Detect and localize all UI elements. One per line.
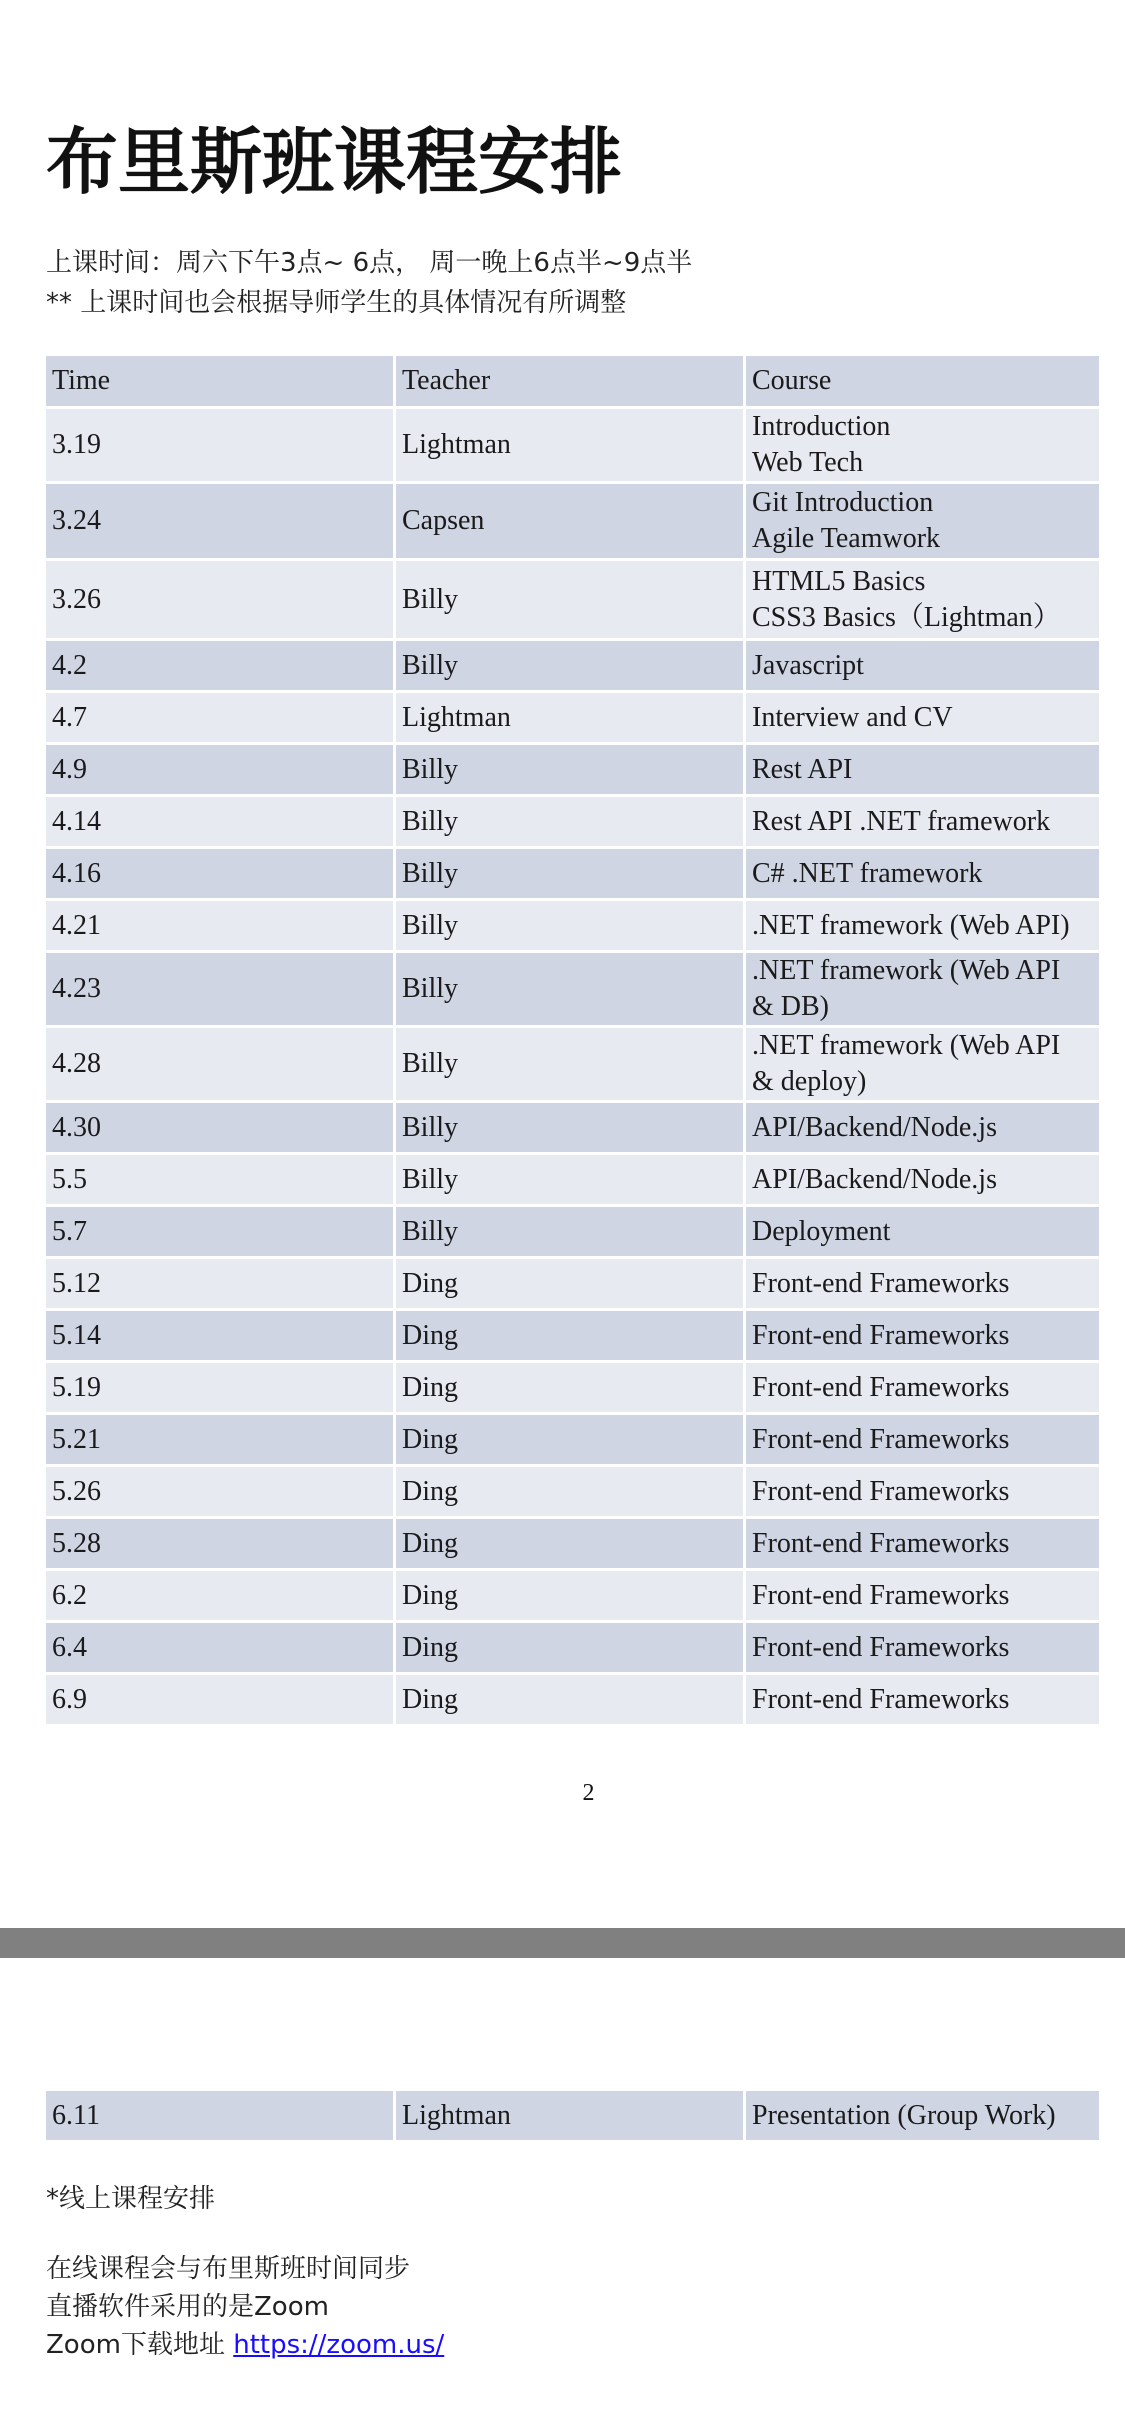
cell-teacher: Ding xyxy=(396,1415,746,1467)
cell-course xyxy=(746,484,1099,561)
table-row xyxy=(46,561,1099,641)
cell-teacher: Ding xyxy=(396,1467,746,1519)
cell-course xyxy=(746,1155,1099,1207)
page-number: 2 xyxy=(582,1780,595,1806)
course-line: Deployment xyxy=(752,1215,891,1247)
course-line: Agile Teamwork xyxy=(752,523,941,554)
cell-course xyxy=(746,1207,1099,1259)
cell-time: 6.11 xyxy=(46,2091,396,2143)
course-line: .NET framework (Web API xyxy=(752,955,1061,986)
cell-time: 5.12 xyxy=(46,1259,396,1311)
cell-teacher: Lightman xyxy=(396,2091,746,2143)
cell-course xyxy=(746,641,1099,693)
cell-teacher: Billy xyxy=(396,797,746,849)
course-line: Rest API xyxy=(752,753,853,785)
table-row xyxy=(46,1155,1099,1207)
cell-time: 4.30 xyxy=(46,1103,396,1155)
cell-teacher: Billy xyxy=(396,849,746,901)
cell-course xyxy=(746,1623,1099,1675)
schedule-info xyxy=(46,243,692,323)
streaming-software-text: 直播软件采用的是Zoom xyxy=(46,2292,329,2322)
course-schedule-table xyxy=(46,356,1099,1727)
table-row xyxy=(46,1363,1099,1415)
cell-time: 4.2 xyxy=(46,641,396,693)
cell-time: 4.28 xyxy=(46,1028,396,1103)
cell-teacher: Ding xyxy=(396,1259,746,1311)
header-course: Course xyxy=(746,356,1099,409)
table-row xyxy=(46,1415,1099,1467)
cell-time: 4.23 xyxy=(46,953,396,1028)
course-line: Front-end Frameworks xyxy=(752,1475,1010,1507)
cell-time: 3.24 xyxy=(46,484,396,561)
cell-teacher: Billy xyxy=(396,1103,746,1155)
course-line: Rest API .NET framework xyxy=(752,805,1051,837)
zoom-download-line xyxy=(46,2326,444,2364)
table-row xyxy=(46,409,1099,484)
course-line: API/Backend/Node.js xyxy=(752,1111,997,1143)
cell-course xyxy=(746,849,1099,901)
cell-teacher: Billy xyxy=(396,561,746,641)
cell-teacher: Ding xyxy=(396,1571,746,1623)
online-course-note: *线上课程安排 xyxy=(46,2184,216,2214)
cell-teacher: Billy xyxy=(396,1155,746,1207)
cell-teacher: Billy xyxy=(396,1028,746,1103)
cell-time: 4.14 xyxy=(46,797,396,849)
page-title: 布里斯班课程安排 xyxy=(46,120,623,204)
course-line: Interview and CV xyxy=(752,701,953,733)
cell-course xyxy=(746,1415,1099,1467)
cell-teacher: Capsen xyxy=(396,484,746,561)
cell-time: 6.4 xyxy=(46,1623,396,1675)
course-line: API/Backend/Node.js xyxy=(752,1163,997,1195)
course-line: Front-end Frameworks xyxy=(752,1267,1010,1299)
cell-time: 6.9 xyxy=(46,1675,396,1727)
cell-teacher: Billy xyxy=(396,953,746,1028)
cell-teacher: Ding xyxy=(396,1519,746,1571)
course-line: Front-end Frameworks xyxy=(752,1423,1010,1455)
cell-course xyxy=(746,1571,1099,1623)
header-time: Time xyxy=(46,356,396,409)
class-time-text: 上课时间：周六下午3点~ 6点， 周一晚上6点半~9点半 xyxy=(46,248,693,278)
cell-teacher: Ding xyxy=(396,1675,746,1727)
cell-course xyxy=(746,693,1099,745)
course-line: Presentation (Group Work) xyxy=(752,2099,1056,2131)
table-row xyxy=(46,1623,1099,1675)
cell-time: 3.19 xyxy=(46,409,396,484)
cell-time: 5.14 xyxy=(46,1311,396,1363)
table-row xyxy=(46,1311,1099,1363)
zoom-download-link[interactable]: https://zoom.us/ xyxy=(233,2330,445,2360)
course-line: .NET framework (Web API) xyxy=(752,909,1070,941)
table-row xyxy=(46,797,1099,849)
cell-teacher: Ding xyxy=(396,1623,746,1675)
table-row xyxy=(46,1571,1099,1623)
cell-time: 5.5 xyxy=(46,1155,396,1207)
adjustment-note: ** 上课时间也会根据导师学生的具体情况有所调整 xyxy=(46,288,627,318)
table-row xyxy=(46,1103,1099,1155)
course-line: Front-end Frameworks xyxy=(752,1631,1010,1663)
course-line: Front-end Frameworks xyxy=(752,1579,1010,1611)
course-line: Front-end Frameworks xyxy=(752,1527,1010,1559)
course-schedule-table-continued xyxy=(46,2091,1099,2143)
course-line: Introduction xyxy=(752,411,891,442)
cell-teacher: Ding xyxy=(396,1363,746,1415)
online-course-section xyxy=(46,2180,444,2364)
cell-course xyxy=(746,1311,1099,1363)
table-row xyxy=(46,1519,1099,1571)
course-line: C# .NET framework xyxy=(752,857,983,889)
cell-time: 4.7 xyxy=(46,693,396,745)
cell-time: 5.21 xyxy=(46,1415,396,1467)
online-sync-text: 在线课程会与布里斯班时间同步 xyxy=(46,2254,411,2284)
table-row xyxy=(46,1675,1099,1727)
cell-course xyxy=(746,745,1099,797)
cell-time: 4.16 xyxy=(46,849,396,901)
course-line: Git Introduction xyxy=(752,487,934,518)
course-line: Front-end Frameworks xyxy=(752,1371,1010,1403)
cell-course xyxy=(746,1519,1099,1571)
zoom-download-label: Zoom下载地址 xyxy=(46,2330,234,2360)
course-line: & deploy) xyxy=(752,1066,867,1097)
course-line: CSS3 Basics（Lightman） xyxy=(752,601,1061,633)
cell-time: 4.21 xyxy=(46,901,396,953)
course-line: HTML5 Basics xyxy=(752,565,926,597)
cell-course xyxy=(746,953,1099,1028)
cell-course xyxy=(746,797,1099,849)
cell-course xyxy=(746,1363,1099,1415)
table-row xyxy=(46,641,1099,693)
cell-course xyxy=(746,2091,1099,2143)
cell-teacher: Billy xyxy=(396,901,746,953)
course-line: .NET framework (Web API xyxy=(752,1030,1061,1061)
cell-time: 4.9 xyxy=(46,745,396,797)
cell-course xyxy=(746,1259,1099,1311)
table-header-row xyxy=(46,356,1099,409)
cell-teacher: Billy xyxy=(396,641,746,693)
course-line: Front-end Frameworks xyxy=(752,1683,1010,1715)
page-divider xyxy=(0,1928,1125,1958)
cell-teacher: Billy xyxy=(396,1207,746,1259)
table-row xyxy=(46,1207,1099,1259)
table-row xyxy=(46,484,1099,561)
cell-time: 5.26 xyxy=(46,1467,396,1519)
header-teacher: Teacher xyxy=(396,356,746,409)
table-row xyxy=(46,1028,1099,1103)
cell-time: 5.19 xyxy=(46,1363,396,1415)
cell-time: 6.2 xyxy=(46,1571,396,1623)
course-line: Javascript xyxy=(752,649,864,681)
course-line: Front-end Frameworks xyxy=(752,1319,1010,1351)
cell-course xyxy=(746,409,1099,484)
cell-time: 5.28 xyxy=(46,1519,396,1571)
cell-time: 3.26 xyxy=(46,561,396,641)
course-line: Web Tech xyxy=(752,447,864,478)
table-row xyxy=(46,1259,1099,1311)
cell-teacher: Lightman xyxy=(396,409,746,484)
table-row xyxy=(46,745,1099,797)
cell-course xyxy=(746,1467,1099,1519)
cell-teacher: Billy xyxy=(396,745,746,797)
table-row xyxy=(46,693,1099,745)
cell-course xyxy=(746,901,1099,953)
course-line: & DB) xyxy=(752,991,829,1022)
table-row xyxy=(46,1467,1099,1519)
cell-course xyxy=(746,1028,1099,1103)
table-row xyxy=(46,953,1099,1028)
cell-course xyxy=(746,1675,1099,1727)
cell-teacher: Lightman xyxy=(396,693,746,745)
cell-course xyxy=(746,561,1099,641)
table-row xyxy=(46,901,1099,953)
cell-time: 5.7 xyxy=(46,1207,396,1259)
table-row xyxy=(46,849,1099,901)
table-row xyxy=(46,2091,1099,2143)
cell-teacher: Ding xyxy=(396,1311,746,1363)
cell-course xyxy=(746,1103,1099,1155)
